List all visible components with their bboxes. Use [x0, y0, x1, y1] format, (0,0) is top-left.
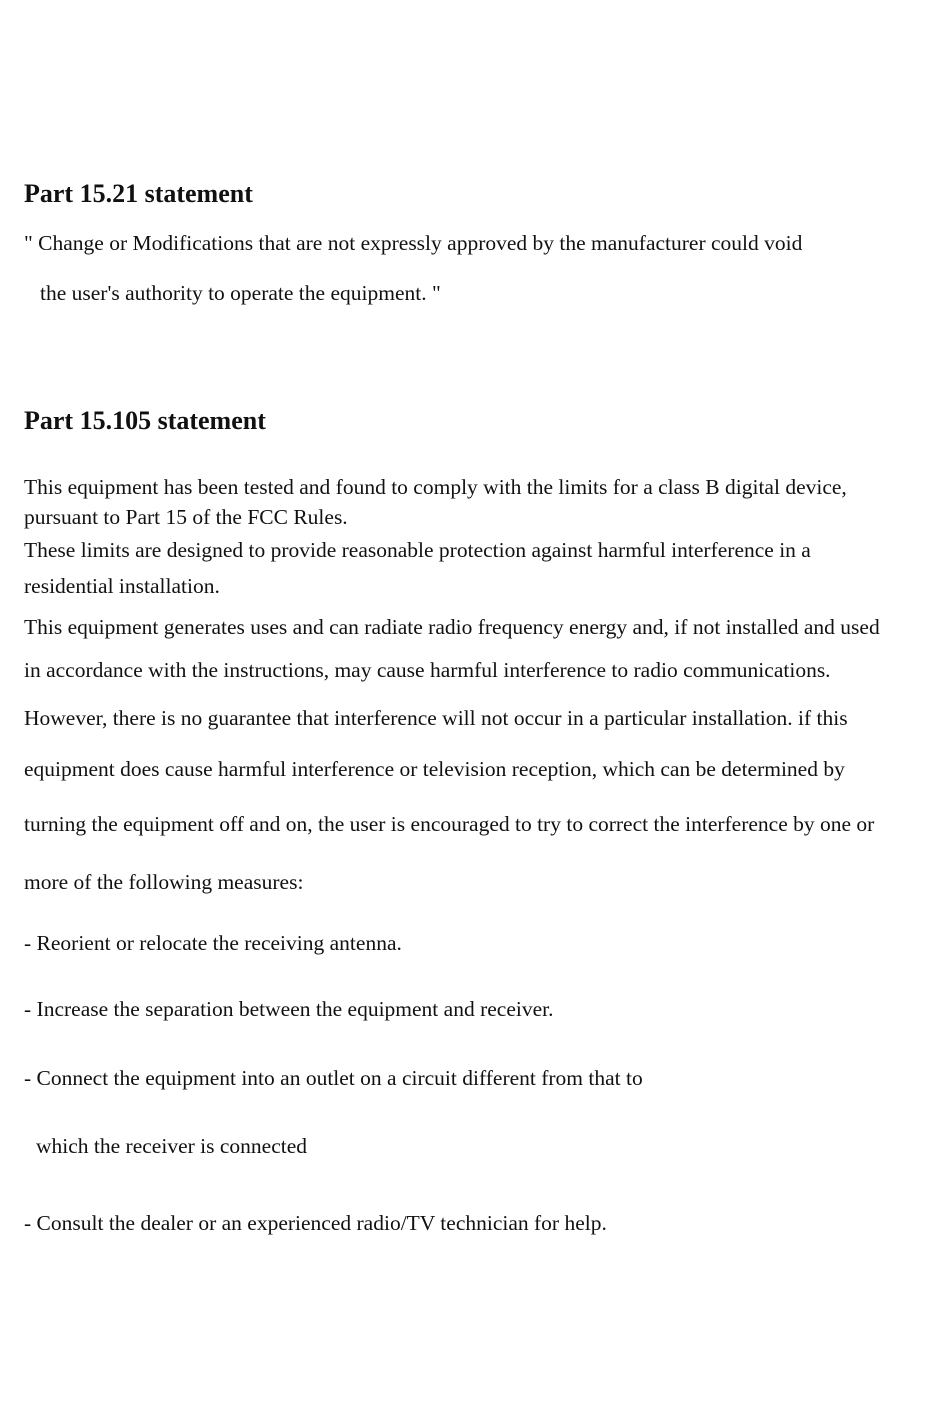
statement-line: This equipment generates uses and can radiate radio frequency energy and, if not installed and used: [24, 615, 880, 639]
statement-line: However, there is no guarantee that interference will not occur in a particular installation. if this: [24, 706, 848, 730]
statement-line: residential installation.: [24, 574, 220, 598]
statement-line: pursuant to Part 15 of the FCC Rules.: [24, 505, 348, 529]
measure-item: - Consult the dealer or an experienced radio/TV technician for help.: [24, 1211, 607, 1235]
measure-item: - Connect the equipment into an outlet on a circuit different from that to: [24, 1066, 643, 1090]
statement-line: the user's authority to operate the equipment. ": [40, 281, 441, 305]
statement-line: in accordance with the instructions, may cause harmful interference to radio communications.: [24, 658, 831, 682]
statement-line: turning the equipment off and on, the user is encouraged to try to correct the interference by one or: [24, 812, 875, 836]
measure-item-continuation: which the receiver is connected: [36, 1134, 308, 1158]
statement-line: more of the following measures:: [24, 870, 304, 894]
statement-line: " Change or Modifications that are not expressly approved by the manufacturer could void: [24, 231, 803, 255]
statement-line: equipment does cause harmful interference or television reception, which can be determined by: [24, 757, 845, 781]
section-heading-part-15-105: Part 15.105 statement: [24, 406, 266, 435]
measure-item: - Increase the separation between the equipment and receiver.: [24, 997, 554, 1021]
section-heading-part-15-21: Part 15.21 statement: [24, 179, 253, 208]
statement-line: These limits are designed to provide reasonable protection against harmful interference in a: [24, 538, 811, 562]
measure-item: - Reorient or relocate the receiving antenna.: [24, 931, 402, 955]
statement-line: This equipment has been tested and found to comply with the limits for a class B digital device,: [24, 475, 847, 499]
